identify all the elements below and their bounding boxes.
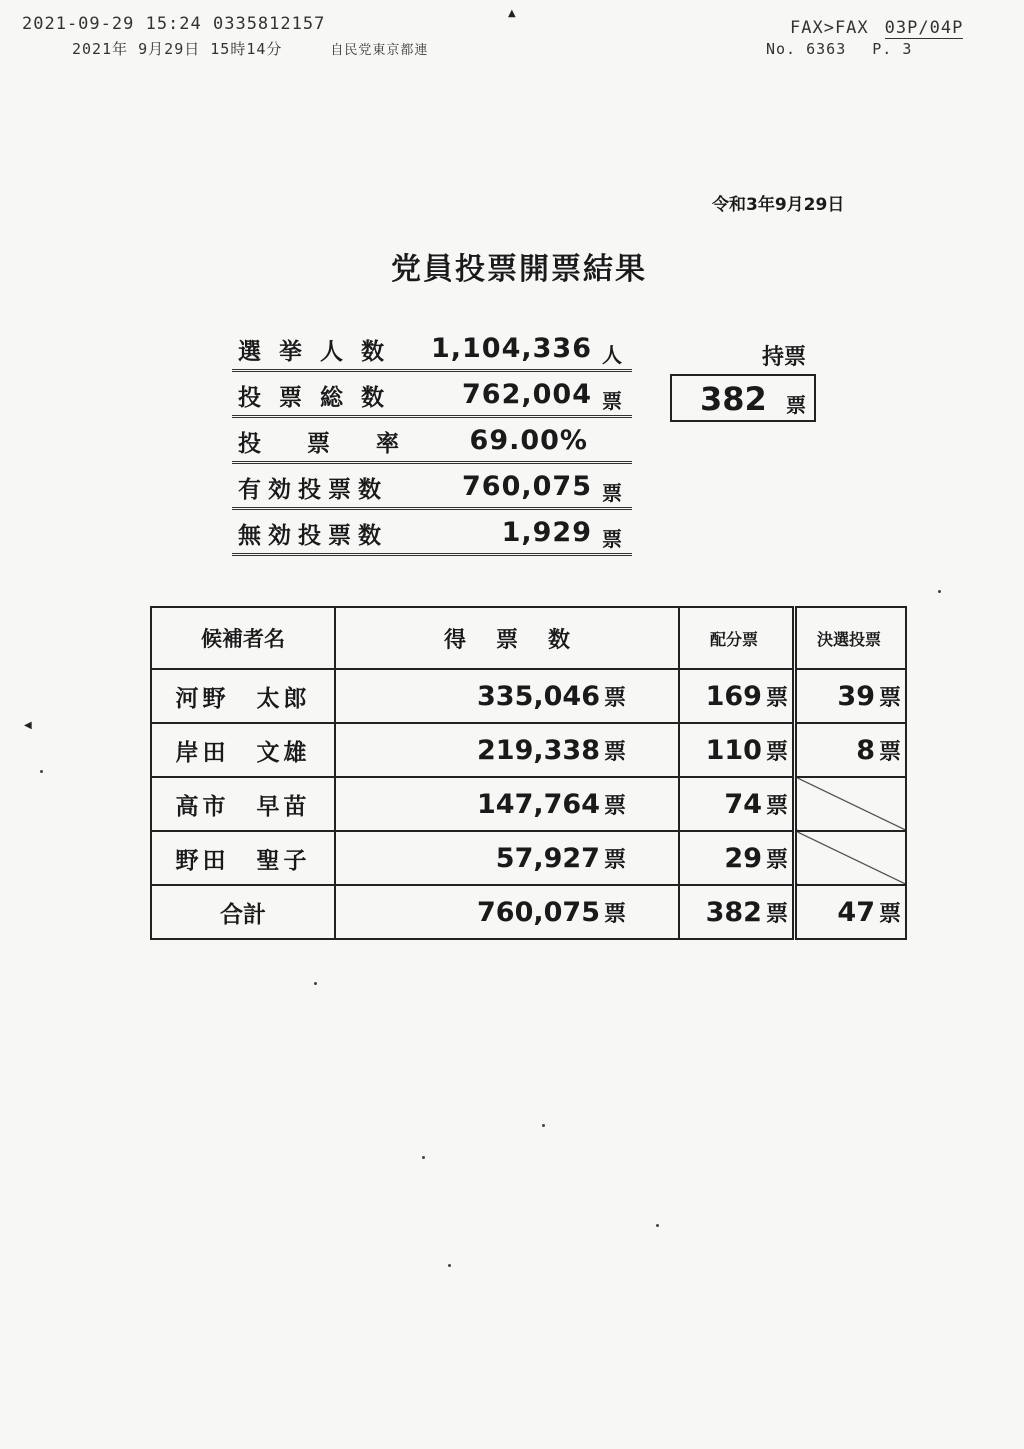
candidate-name: 野田 聖子: [175, 847, 311, 874]
votes-cell: [335, 723, 679, 777]
mochihyo-box: [670, 374, 816, 422]
total-votes-cell: [335, 885, 679, 939]
runoff-value: 8: [856, 734, 875, 766]
runoff-unit: 票: [878, 685, 901, 711]
total-alloc-cell: [679, 885, 795, 939]
scan-speck: [40, 770, 43, 773]
fax-number: No. 6363: [766, 40, 847, 58]
fax-route: FAX>FAX: [790, 18, 869, 38]
summary-label: 選挙人数: [238, 339, 402, 365]
alloc-cell: [679, 831, 795, 885]
scan-mark-top-icon: ▲: [508, 8, 516, 19]
runoff-cell-empty: [795, 831, 907, 885]
runoff-value: 39: [837, 680, 875, 712]
alloc-value: 29: [724, 842, 762, 874]
summary-row-turnout: [232, 418, 632, 464]
votes-unit: 票: [603, 793, 626, 819]
header-votes: [335, 607, 679, 669]
alloc-unit: 票: [765, 685, 788, 711]
alloc-unit: 票: [765, 901, 788, 927]
summary-value: 1,104,336: [430, 333, 592, 364]
votes-unit: 票: [603, 739, 626, 765]
runoff-cell-empty: [795, 777, 907, 831]
votes-unit: 票: [603, 685, 626, 711]
alloc-unit: 票: [765, 793, 788, 819]
total-alloc: 382: [705, 896, 762, 928]
summary-list: [232, 326, 632, 556]
summary-label: 投票総数: [238, 385, 402, 411]
candidate-name: 岸田 文雄: [175, 739, 311, 766]
alloc-unit: 票: [765, 847, 788, 873]
fax-sender-org: 自民党東京都連: [330, 43, 429, 58]
summary-row-invalid-votes: [232, 510, 632, 556]
summary-unit: 票: [602, 481, 622, 505]
header-runoff: 決選投票: [795, 607, 907, 669]
fax-header-timestamp: 2021-09-29 15:24 0335812157: [22, 14, 326, 34]
summary-label: 有効投票数: [238, 477, 388, 503]
runoff-cell: [795, 723, 907, 777]
scan-speck: [938, 590, 941, 593]
runoff-cell: [795, 669, 907, 723]
scan-speck: [542, 1124, 545, 1127]
scan-speck: [422, 1156, 425, 1159]
summary-row-valid-votes: [232, 464, 632, 510]
summary-value: 69.00%: [469, 425, 588, 456]
alloc-value: 110: [705, 734, 762, 766]
fax-header-route: [790, 18, 963, 38]
total-label: 合計: [151, 885, 335, 939]
alloc-value: 169: [705, 680, 762, 712]
fax-received-time: 2021年 9月29日 15時14分: [72, 40, 283, 58]
votes-cell: [335, 777, 679, 831]
votes-unit: 票: [603, 847, 626, 873]
votes-value: 219,338: [477, 734, 600, 766]
candidate-name-cell: [151, 669, 335, 723]
summary-row-total-votes: [232, 372, 632, 418]
header-candidate: 候補者名: [151, 607, 335, 669]
votes-value: 335,046: [477, 680, 600, 712]
table-row: [151, 723, 906, 777]
scan-speck: [448, 1264, 451, 1267]
fax-header-number: [766, 40, 912, 58]
fax-page-count: 03P/04P: [884, 18, 964, 38]
header-allocation: 配分票: [679, 607, 795, 669]
candidate-name-cell: [151, 723, 335, 777]
summary-value: 762,004: [462, 379, 592, 410]
table-row: [151, 831, 906, 885]
total-runoff-cell: [795, 885, 907, 939]
runoff-unit: 票: [878, 739, 901, 765]
mochihyo-unit: 票: [786, 393, 806, 417]
scan-mark-left-icon: ◀: [24, 720, 32, 731]
candidate-name-cell: [151, 831, 335, 885]
scan-speck: [656, 1224, 659, 1227]
votes-unit: 票: [603, 901, 626, 927]
total-runoff: 47: [837, 896, 875, 928]
table-header-row: [151, 607, 906, 669]
alloc-value: 74: [724, 788, 762, 820]
alloc-unit: 票: [765, 739, 788, 765]
scan-speck: [314, 982, 317, 985]
candidate-name: 河野 太郎: [175, 685, 311, 712]
summary-unit: 人: [602, 343, 622, 367]
summary-unit: 票: [602, 389, 622, 413]
document-date: 令和3年9月29日: [712, 195, 845, 215]
table-total-row: [151, 885, 906, 939]
mochihyo-label: 持票: [762, 345, 807, 370]
candidate-name-cell: [151, 777, 335, 831]
total-votes: 760,075: [477, 896, 600, 928]
page-title: 党員投票開票結果: [391, 252, 647, 287]
summary-value: 760,075: [462, 471, 592, 502]
alloc-cell: [679, 723, 795, 777]
summary-label: 投票率: [238, 431, 445, 457]
summary-value: 1,929: [501, 517, 592, 548]
header-votes-label: 得票数: [443, 627, 600, 653]
votes-cell: [335, 831, 679, 885]
table-row: [151, 669, 906, 723]
table-row: [151, 777, 906, 831]
results-table: [150, 606, 907, 940]
summary-unit: 票: [602, 527, 622, 551]
alloc-cell: [679, 669, 795, 723]
alloc-cell: [679, 777, 795, 831]
summary-row-electors: [232, 326, 632, 372]
votes-cell: [335, 669, 679, 723]
summary-label: 無効投票数: [238, 523, 388, 549]
runoff-unit: 票: [878, 901, 901, 927]
mochihyo-value: 382: [700, 380, 767, 418]
fax-page-number: P. 3: [872, 40, 913, 58]
votes-value: 57,927: [495, 842, 600, 874]
votes-value: 147,764: [477, 788, 600, 820]
candidate-name: 高市 早苗: [175, 793, 311, 820]
fax-header-received: [72, 38, 428, 59]
